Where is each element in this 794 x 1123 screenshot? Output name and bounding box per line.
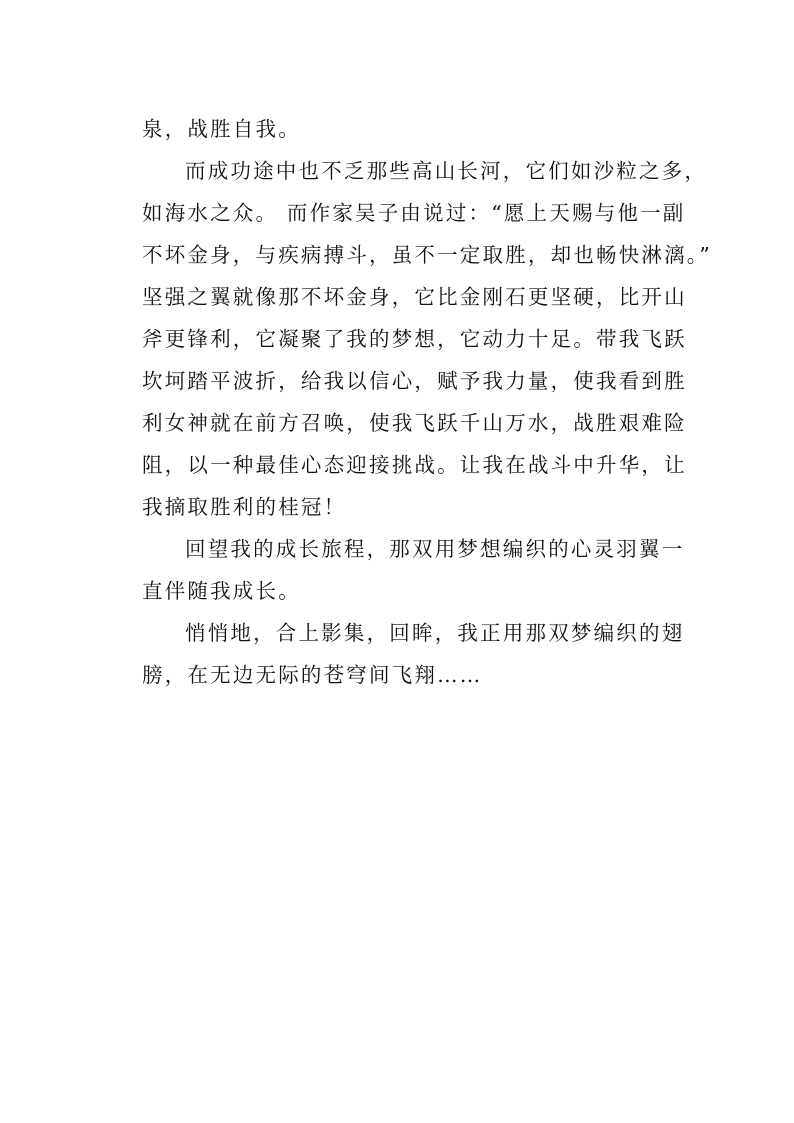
text-line-2: 而成功途中也不乏那些高山长河，它们如沙粒之多， (185, 159, 708, 183)
text-line-3: 如海水之众。 而作家吴子由说过：“愿上天赐与他一副 (142, 201, 686, 225)
text-line-12: 直伴随我成长。 (142, 579, 301, 603)
essay-text-block (142, 108, 712, 696)
text-line-4: 不坏金身，与疾病搏斗，虽不一定取胜，却也畅快淋漓。” (142, 243, 712, 267)
text-line-8: 利女神就在前方召唤，使我飞跃千山万水，战胜艰难险 (142, 411, 687, 435)
text-line-6: 斧更锋利，它凝聚了我的梦想，它动力十足。带我飞跃 (142, 327, 687, 351)
text-line-10: 我摘取胜利的桂冠！ (142, 495, 347, 519)
text-line-11: 回望我的成长旅程，那双用梦想编织的心灵羽翼一 (185, 537, 685, 561)
text-line-7: 坎坷踏平波折，给我以信心，赋予我力量，使我看到胜 (142, 369, 687, 393)
text-line-5: 坚强之翼就像那不坏金身，它比金刚石更坚硬，比开山 (142, 285, 687, 309)
text-line-14: 膀，在无边无际的苍穹间飞翔…… (142, 663, 483, 687)
text-line-13: 悄悄地，合上影集，回眸，我正用那双梦编织的翅 (185, 621, 685, 645)
text-line-1: 泉，战胜自我。 (142, 117, 301, 141)
text-line-9: 阻，以一种最佳心态迎接挑战。让我在战斗中升华，让 (142, 453, 687, 477)
